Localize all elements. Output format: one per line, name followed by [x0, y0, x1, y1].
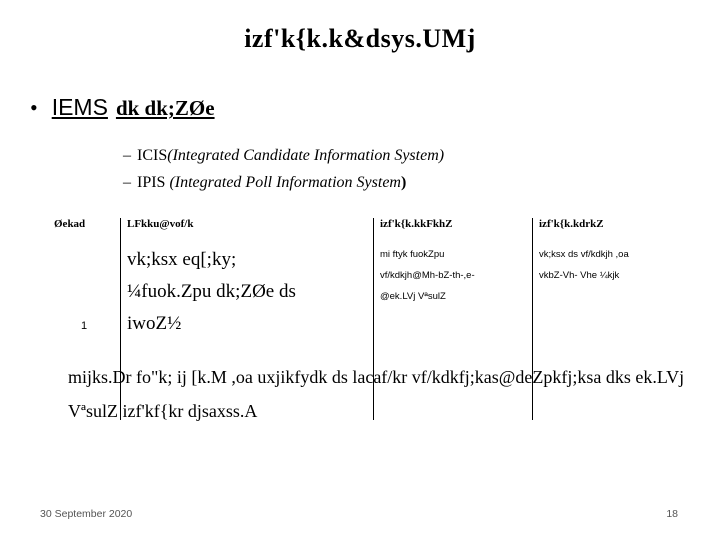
dash-icon: – [123, 174, 131, 191]
sub-item-lead: IPIS [137, 174, 166, 191]
header-serial: Øekad [54, 218, 86, 230]
bullet-hindi-text: dk dk;ZØe [115, 96, 215, 120]
cell-serial: 1 [80, 320, 88, 332]
sub-item-description: (Integrated Poll Information System [169, 174, 401, 191]
header-trainer: izf'k{k.kdrkZ [533, 218, 675, 244]
header-trainee: izf'k{k.kkFkhZ [374, 218, 533, 244]
trainee-line: mi ftyk fuokZpu [380, 249, 445, 260]
sub-item-icis [123, 147, 444, 165]
trainee-line: vf/kdkjh@Mh-bZ-th-,e- [380, 270, 475, 281]
summary-text: mijks.Dr fo"k; ij [k.M ,oa uxjikfydk ds lacaf/kr vf/kdkfj;kas@deZpkfj;ksa dks ek.LVj VªsulZ izf'kf{kr djsaxss.A [68, 367, 685, 421]
place-line: iwoZ½ [127, 313, 182, 334]
place-line: ¼fuok.Zpu dk;ZØe ds [127, 281, 296, 302]
trainer-line: vkbZ-Vh- Vhe ¼kjk [539, 270, 620, 281]
trainee-line: @ek.LVj VªsulZ [380, 291, 446, 302]
page-number: 18 [666, 508, 678, 520]
sub-item-ipis [123, 174, 406, 192]
place-line: vk;ksx eq[;ky; [127, 249, 237, 270]
sub-item-lead: ICIS [137, 147, 168, 164]
sub-item-close: ) [400, 174, 407, 191]
footer-date: 30 September 2020 [40, 508, 133, 520]
sub-item-description: (Integrated Candidate Information System) [167, 147, 445, 164]
header-place: LFkku@vof/k [121, 218, 374, 244]
dash-icon: – [123, 147, 131, 164]
bullet-dot-icon: • [30, 95, 38, 120]
slide-title: izf'k{k.k&dsys.UMj [244, 24, 476, 53]
trainer-line: vk;ksx ds vf/kdkjh ,oa [539, 249, 629, 260]
table-header-row [48, 218, 674, 244]
bullet-label: IEMS [51, 94, 108, 120]
main-bullet [30, 94, 215, 121]
